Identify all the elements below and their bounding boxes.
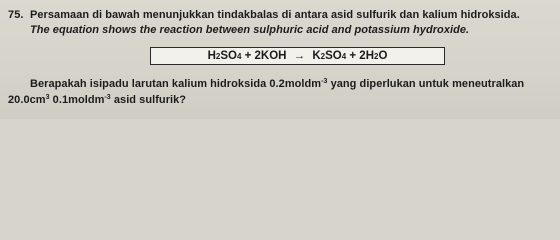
equation-plus-h: + 2H (346, 50, 375, 62)
question-prompt-line1 (30, 78, 524, 90)
reaction-arrow-icon: → (293, 50, 306, 62)
superscript: -3 (104, 94, 111, 101)
equation-o: O (378, 50, 388, 62)
question-prompt-line2 (8, 94, 186, 106)
prompt-text: asid sulfurik? (110, 94, 187, 106)
equation-sub: 2 (374, 51, 379, 61)
equation-sub: 2 (320, 51, 326, 61)
superscript: -3 (321, 78, 328, 85)
equation-sub: 2 (215, 51, 221, 61)
question-page (0, 0, 560, 119)
question-text-malay: Persamaan di bawah menunjukkan tindakbalas di antara asid sulfurik dan kalium hidroksida. (30, 9, 520, 21)
chemical-equation-box (150, 47, 445, 65)
equation-so: SO (325, 50, 342, 62)
prompt-text: Berapakah isipadu larutan kalium hidroksida 0.2moldm (30, 78, 322, 90)
equation-sub: 4 (236, 51, 242, 61)
equation-sub: 4 (341, 51, 347, 61)
prompt-text: yang diperlukan untuk meneutralkan (327, 78, 525, 90)
equation-plus-koh: + 2KOH (241, 50, 290, 62)
superscript: 3 (45, 94, 50, 101)
equation-h: H (207, 50, 216, 62)
question-number: 75. (8, 9, 24, 21)
prompt-text: 0.1moldm (49, 94, 105, 106)
prompt-text: 20.0cm (8, 94, 46, 106)
equation-so: SO (220, 50, 237, 62)
question-text-english: The equation shows the reaction between sulphuric acid and potassium hydroxide. (30, 24, 470, 36)
equation-k: K (309, 50, 321, 62)
